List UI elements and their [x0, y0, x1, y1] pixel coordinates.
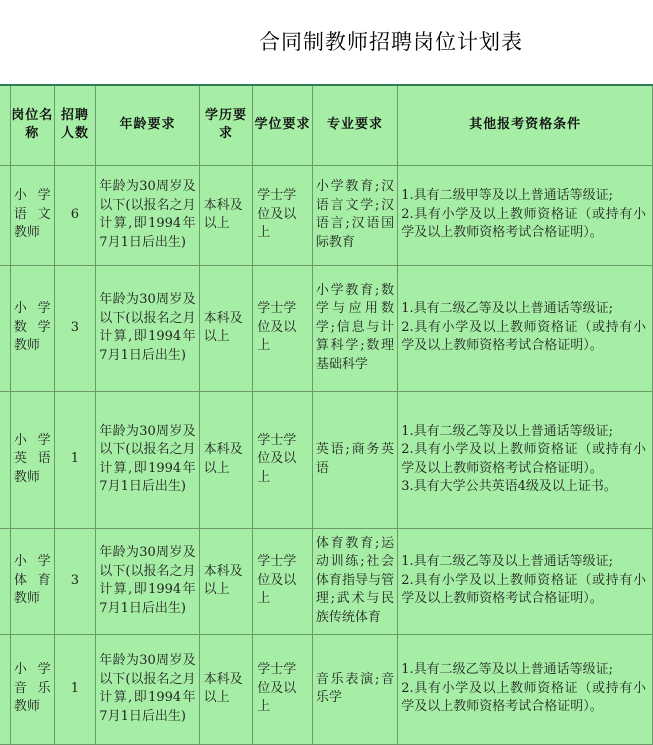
position-cell: 小学语文教师 — [10, 165, 54, 265]
degree-cell: 学士学位及以上 — [253, 265, 313, 391]
count-cell: 1 — [54, 391, 96, 528]
count-cell: 3 — [54, 265, 96, 391]
cut-cell — [0, 528, 10, 634]
position-cell: 小学数学教师 — [10, 265, 54, 391]
cut-cell — [0, 165, 10, 265]
degree-cell: 学士学位及以上 — [253, 528, 313, 634]
major-cell: 英语;商务英语 — [312, 391, 397, 528]
requirement-line: 2.具有小学及以上教师资格证（或持有小学及以上教师资格考试合格证明）。 — [401, 442, 646, 476]
requirement-line: 2.具有小学及以上教师资格证（或持有小学及以上教师资格考试合格证明）。 — [401, 319, 646, 354]
age-cell: 年龄为30周岁及以下(以报名之月计算,即1994年7月1日后出生) — [96, 391, 199, 528]
education-cell: 本科及以上 — [199, 528, 253, 634]
position-cell: 小学英语教师 — [10, 391, 54, 528]
requirement-line: 1.具有二级乙等及以上普通话等级证; — [401, 662, 613, 678]
count-cell: 6 — [54, 165, 96, 265]
other-requirements-cell — [398, 265, 653, 391]
education-cell: 本科及以上 — [199, 634, 253, 744]
count-cell: 3 — [54, 528, 96, 634]
cut-cell — [0, 391, 10, 528]
education-cell: 本科及以上 — [199, 165, 253, 265]
requirement-line: 1.具有二级乙等及以上普通话等级证; — [401, 554, 613, 570]
header-count: 招聘人数 — [54, 85, 96, 165]
requirement-line: 2.具有小学及以上教师资格证（或持有小学及以上教师资格考试合格证明）。 — [401, 680, 646, 715]
major-cell: 小学教育;数学与应用数学;信息与计算科学;数理基础科学 — [312, 265, 397, 391]
major-cell: 体育教育;运动训练;社会体育指导与管理;武术与民族传统体育 — [312, 528, 397, 634]
table-row — [0, 528, 653, 634]
table-row — [0, 265, 653, 391]
table-header-row — [0, 85, 653, 165]
count-cell: 1 — [54, 634, 96, 744]
page-title: 合同制教师招聘岗位计划表 — [259, 30, 523, 54]
age-cell: 年龄为30周岁及以下(以报名之月计算,即1994年7月1日后出生) — [96, 528, 199, 634]
header-cut-column — [0, 85, 10, 165]
education-cell: 本科及以上 — [199, 391, 253, 528]
recruitment-plan-table — [0, 84, 653, 745]
table-row — [0, 634, 653, 744]
degree-cell: 学士学位及以上 — [253, 391, 313, 528]
requirement-line: 1.具有二级乙等及以上普通话等级证; — [401, 423, 613, 439]
header-education: 学历要求 — [199, 85, 253, 165]
other-requirements-cell — [398, 634, 653, 744]
position-cell: 小学体育教师 — [10, 528, 54, 634]
cut-cell — [0, 634, 10, 744]
requirement-line: 2.具有小学及以上教师资格证（或持有小学及以上教师资格考试合格证明）。 — [401, 572, 646, 607]
header-age: 年龄要求 — [96, 85, 199, 165]
requirement-line: 2.具有小学及以上教师资格证（或持有小学及以上教师资格考试合格证明）。 — [401, 206, 646, 241]
degree-cell: 学士学位及以上 — [253, 634, 313, 744]
age-cell: 年龄为30周岁及以下(以报名之月计算,即1994年7月1日后出生) — [96, 634, 199, 744]
requirement-line: 3.具有大学公共英语4级及以上证书。 — [401, 479, 617, 494]
other-requirements-cell — [398, 528, 653, 634]
header-position: 岗位名称 — [10, 85, 54, 165]
header-other-requirements: 其他报考资格条件 — [398, 85, 653, 165]
table-row — [0, 391, 653, 528]
table-row — [0, 165, 653, 265]
degree-cell: 学士学位及以上 — [253, 165, 313, 265]
age-cell: 年龄为30周岁及以下(以报名之月计算,即1994年7月1日后出生) — [96, 165, 199, 265]
position-cell: 小学音乐教师 — [10, 634, 54, 744]
age-cell: 年龄为30周岁及以下(以报名之月计算,即1994年7月1日后出生) — [96, 265, 199, 391]
table-body — [0, 165, 653, 744]
other-requirements-cell — [398, 165, 653, 265]
requirement-line: 1.具有二级甲等及以上普通话等级证; — [401, 188, 613, 204]
major-cell: 音乐表演;音乐学 — [312, 634, 397, 744]
recruitment-table-wrapper — [0, 84, 653, 745]
education-cell: 本科及以上 — [199, 265, 253, 391]
header-degree: 学位要求 — [253, 85, 313, 165]
cut-cell — [0, 265, 10, 391]
header-major: 专业要求 — [312, 85, 397, 165]
requirement-line: 1.具有二级乙等及以上普通话等级证; — [401, 301, 613, 317]
other-requirements-cell — [398, 391, 653, 528]
major-cell: 小学教育;汉语言文学;汉语言;汉语国际教育 — [312, 165, 397, 265]
